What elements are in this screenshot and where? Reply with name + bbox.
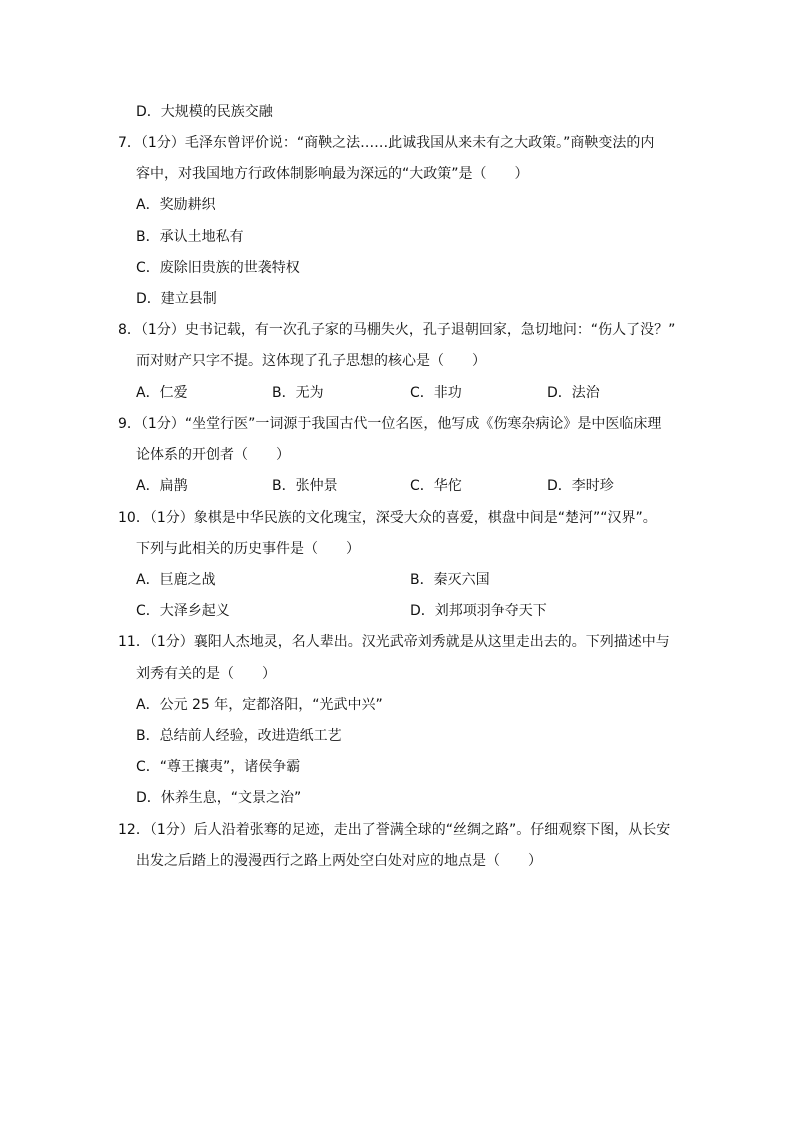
q7-option-a: A．奖励耕织 bbox=[136, 197, 216, 213]
q11-option-c: C．“尊王攘夷”，诸侯争霸 bbox=[136, 759, 301, 775]
q6-option-d: D．大规模的民族交融 bbox=[136, 104, 273, 120]
q8-option-a: A．仁爱 bbox=[136, 385, 188, 401]
q7-option-b: B．承认土地私有 bbox=[136, 229, 244, 245]
q11-option-b: B．总结前人经验，改进造纸工艺 bbox=[136, 728, 342, 744]
q9-option-c: C．华佗 bbox=[410, 478, 462, 494]
q9-stem-line2: 论体系的开创者（ ） bbox=[136, 447, 290, 463]
q10-option-c: C．大泽乡起义 bbox=[136, 603, 230, 619]
q8-option-d: D．法治 bbox=[547, 385, 600, 401]
q10-stem-line1: 10．（1分）象棋是中华民族的文化瑰宝，深受大众的喜爱，棋盘中间是“楚河”“汉界”。 bbox=[118, 510, 657, 526]
q7-option-c: C．废除旧贵族的世袭特权 bbox=[136, 260, 300, 276]
q9-option-a: A．扁鹊 bbox=[136, 478, 188, 494]
q8-option-b: B．无为 bbox=[272, 385, 324, 401]
q11-stem-line2: 刘秀有关的是（ ） bbox=[136, 666, 276, 682]
q12-stem-line1: 12．（1分）后人沿着张骞的足迹，走出了誉满全球的“丝绸之路”。仔细观察下图，从长安 bbox=[118, 822, 671, 838]
q11-option-a: A．公元 25 年，定都洛阳，“光武中兴” bbox=[136, 697, 383, 713]
q7-stem-line2: 容中，对我国地方行政体制影响最为深远的“大政策”是（ ） bbox=[136, 166, 529, 182]
q8-stem-line1: 8．（1分）史书记载，有一次孔子家的马棚失火，孔子退朝回家，急切地问：“伤人了没？” bbox=[118, 322, 676, 338]
q10-option-b: B．秦灭六国 bbox=[410, 572, 490, 588]
q9-option-d: D．李时珍 bbox=[547, 478, 614, 494]
q10-option-a: A．巨鹿之战 bbox=[136, 572, 216, 588]
q11-option-d: D．休养生息，“文景之治” bbox=[136, 790, 302, 806]
q8-stem-line2: 而对财产只字不提。这体现了孔子思想的核心是（ ） bbox=[136, 353, 486, 369]
q9-option-b: B．张仲景 bbox=[272, 478, 338, 494]
q10-option-d: D．刘邦项羽争夺天下 bbox=[410, 603, 547, 619]
q8-option-c: C．非功 bbox=[410, 385, 462, 401]
q7-stem-line1: 7．（1分）毛泽东曾评价说：“商鞅之法……此诚我国从来未有之大政策。”商鞅变法的内 bbox=[118, 135, 655, 151]
q9-stem-line1: 9．（1分）“坐堂行医”一词源于我国古代一位名医，他写成《伤寒杂病论》是中医临床理 bbox=[118, 416, 662, 432]
q11-stem-line1: 11．（1分）襄阳人杰地灵，名人辈出。汉光武帝刘秀就是从这里走出去的。下列描述中与 bbox=[118, 634, 670, 650]
q10-stem-line2: 下列与此相关的历史事件是（ ） bbox=[136, 541, 360, 557]
q7-option-d: D．建立县制 bbox=[136, 291, 217, 307]
q12-stem-line2: 出发之后踏上的漫漫西行之路上两处空白处对应的地点是（ ） bbox=[136, 853, 542, 869]
